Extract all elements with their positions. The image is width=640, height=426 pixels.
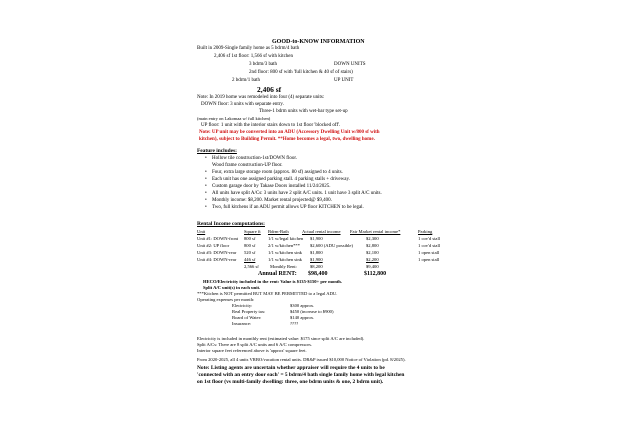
expense-label: Insurance: xyxy=(232,321,252,326)
col-header-market: Fair Market rental income* xyxy=(350,229,401,234)
total-sf: 2,406 sf xyxy=(257,85,282,94)
feature-item: • Custom garage door by Takase Doors installed 11/24/2025. xyxy=(212,184,331,190)
remodel-note: Note: In 2019 home was remodeled into four (4) separate units: xyxy=(197,95,325,100)
table-cell: $2,100 xyxy=(366,250,379,255)
feature-item: • Two, full kitchens if an ADU permit allows UP floor KITCHEN to be legal. xyxy=(212,205,364,211)
table-cell: $2,800 xyxy=(366,243,379,248)
table-cell: 1 open stall xyxy=(418,257,440,262)
expense-value: ???? xyxy=(290,321,299,326)
feature-item: • Monthly income: $8,200. Market rental projected@ $9,400. xyxy=(212,198,332,204)
second-floor-line: 2nd floor: 800 sf with 'full kitchen & 40 sf of stairs) xyxy=(249,70,353,75)
down-floor-line: DOWN floor: 3 units with separate entry. xyxy=(201,102,284,107)
table-cell: Unit #2: UP floor xyxy=(197,243,230,248)
table-cell: 1/1 w/kitchen sink xyxy=(268,250,302,255)
annual-rent-label: Annual RENT: xyxy=(258,271,297,277)
monthly-rent-market: $9,400 xyxy=(366,264,379,269)
col-header-bdrm: Bdrm-Bath xyxy=(268,229,289,234)
expense-value: $140 approx. xyxy=(290,315,315,320)
table-cell: Unit #4: DOWN-rear xyxy=(197,257,237,262)
footnote: Interior square feet referenced above is 'approx' square feet. xyxy=(197,348,307,353)
feature-item: Wood frame construction-UP floor. xyxy=(212,163,283,168)
up-bdrm-line: 2 bdrm/1 bath xyxy=(232,78,261,83)
table-cell: Unit #3: DOWN-rear xyxy=(197,250,237,255)
expense-value: $300 approx. xyxy=(290,303,315,308)
document-title: GOOD-to-KNOW INFORMATION xyxy=(272,39,365,45)
feature-item: • All units have split A/Cs: 3 units have 2 split A/C units. 1 unit have 3 split A/C units. xyxy=(212,191,382,197)
down-units-label: DOWN UNITS xyxy=(334,62,366,67)
heco-note: HECO/Electricity included in the rent: Value is $135-$150+ per month. xyxy=(203,279,342,284)
closing-note: Note: Listing agents are uncertain whether appraiser will require the 4 units to be xyxy=(197,365,385,371)
col-header-actual: Actual rental income xyxy=(302,229,341,234)
table-cell: $1,900 xyxy=(310,236,323,241)
table-cell: $2,600 (ADU possible) xyxy=(310,243,353,248)
closing-note: 'connected with an entry door each' = 5 bdrm/4 bath single family home with legal kitchen xyxy=(197,372,405,378)
col-header-sqft: Square ft xyxy=(244,229,261,234)
split-ac-note: Split A/C unit(s) in each unit. xyxy=(203,285,261,290)
up-unit-label: UP UNIT xyxy=(334,78,354,83)
table-cell: 520 sf xyxy=(244,250,256,255)
table-cell: 1/1 w/legal kitchen xyxy=(268,236,304,241)
table-cell: 1 cov'd stall xyxy=(418,236,441,241)
vrbo-note: From 2020-2025, all 4 units VRBO/vacation rental units. DR&P issued $10,000 Notice of Violation (pd. 8/2025). xyxy=(197,357,406,362)
down-bdrm-line: 3 bdrm/3 bath xyxy=(249,62,278,67)
expense-value: $450 (increase to $900) xyxy=(290,309,334,314)
table-cell: $1,800 xyxy=(310,250,323,255)
expense-label: Board of Water: xyxy=(232,315,262,320)
table-cell: $1,900 xyxy=(310,257,323,262)
annual-rent-actual: $98,400 xyxy=(308,271,328,277)
table-cell: 1/1 w/kitchen sink xyxy=(268,257,302,262)
monthly-rent-actual: $8,200 xyxy=(310,264,323,269)
table-cell: 1 cov'd stall xyxy=(418,243,441,248)
rental-heading: Rental Income computations: xyxy=(197,221,265,227)
table-cell: 800 sf xyxy=(244,243,256,248)
table-cell: 2/1 w/kitchen*** xyxy=(268,243,301,248)
feature-item: • Four, extra large storage room (approx. 80 sf) assigned to 4 units. xyxy=(212,170,343,176)
col-header-parking: Parking xyxy=(418,229,433,234)
feature-item: • Hollow tile construction-1st/DOWN floor. xyxy=(212,156,297,162)
adu-note: Note: UP unit may be converted into an ADU (Accessory Dwelling Unit w/800 sf with xyxy=(199,130,380,135)
up-floor-line: UP floor: 1 unit with the interior stairs down to 1st floor 'blocked off'. xyxy=(201,123,341,128)
footnote: Electricity is included in monthly rent (estimated value: $175 since split A/C are included). xyxy=(197,336,365,341)
total-sqft: 2,566 sf xyxy=(244,264,259,269)
col-header-unit: Unit xyxy=(197,229,206,234)
expense-label: Electricity: xyxy=(232,303,253,308)
main-entry-line: (main entry on Lakomaa w/ full kitchen) xyxy=(197,116,271,121)
monthly-rent-label: Monthly Rent: xyxy=(270,264,297,269)
kitchen-note: ***Kitchen is NOT permitted BUT MAY BE PERMITTED to a legal ADU. xyxy=(197,291,338,296)
table-cell: $2,300 xyxy=(366,236,379,241)
built-line: Built in 2009-Single family home as 5 bdrm/4 bath xyxy=(197,46,300,51)
expense-label: Real Property tax: xyxy=(232,309,266,314)
adu-note-cont: kitchen), subject to Building Permit. **Home becomes a legal, two, dwelling home. xyxy=(199,137,375,142)
table-cell: 800 sf xyxy=(244,236,256,241)
table-cell: $2,200 xyxy=(366,257,379,262)
closing-note: on 1st floor (vs multi-family dwelling: three, one bdrm units & one, 2 bdrm unit). xyxy=(197,379,384,385)
features-heading: Feature includes: xyxy=(197,148,237,154)
table-cell: Unit #1: DOWN-front xyxy=(197,236,239,241)
feature-item: • Each unit has one assigned parking stall. 4 parking stalls + driveway. xyxy=(212,177,350,183)
first-floor-line: 2,406 sf 1st floor: 1,566 sf with kitchen xyxy=(214,54,294,59)
three-units-line: Three-1 bdrm units with wet-bar type set-up xyxy=(259,109,348,114)
table-cell: 1 open stall xyxy=(418,250,440,255)
annual-rent-market: $112,800 xyxy=(364,271,387,277)
footnote: Split A/Cs: There are 8 split A/C units and 6 A/C compressors. xyxy=(197,342,313,347)
table-cell: 446 sf xyxy=(244,257,256,262)
expenses-heading: Operating expenses per month: xyxy=(197,297,255,302)
